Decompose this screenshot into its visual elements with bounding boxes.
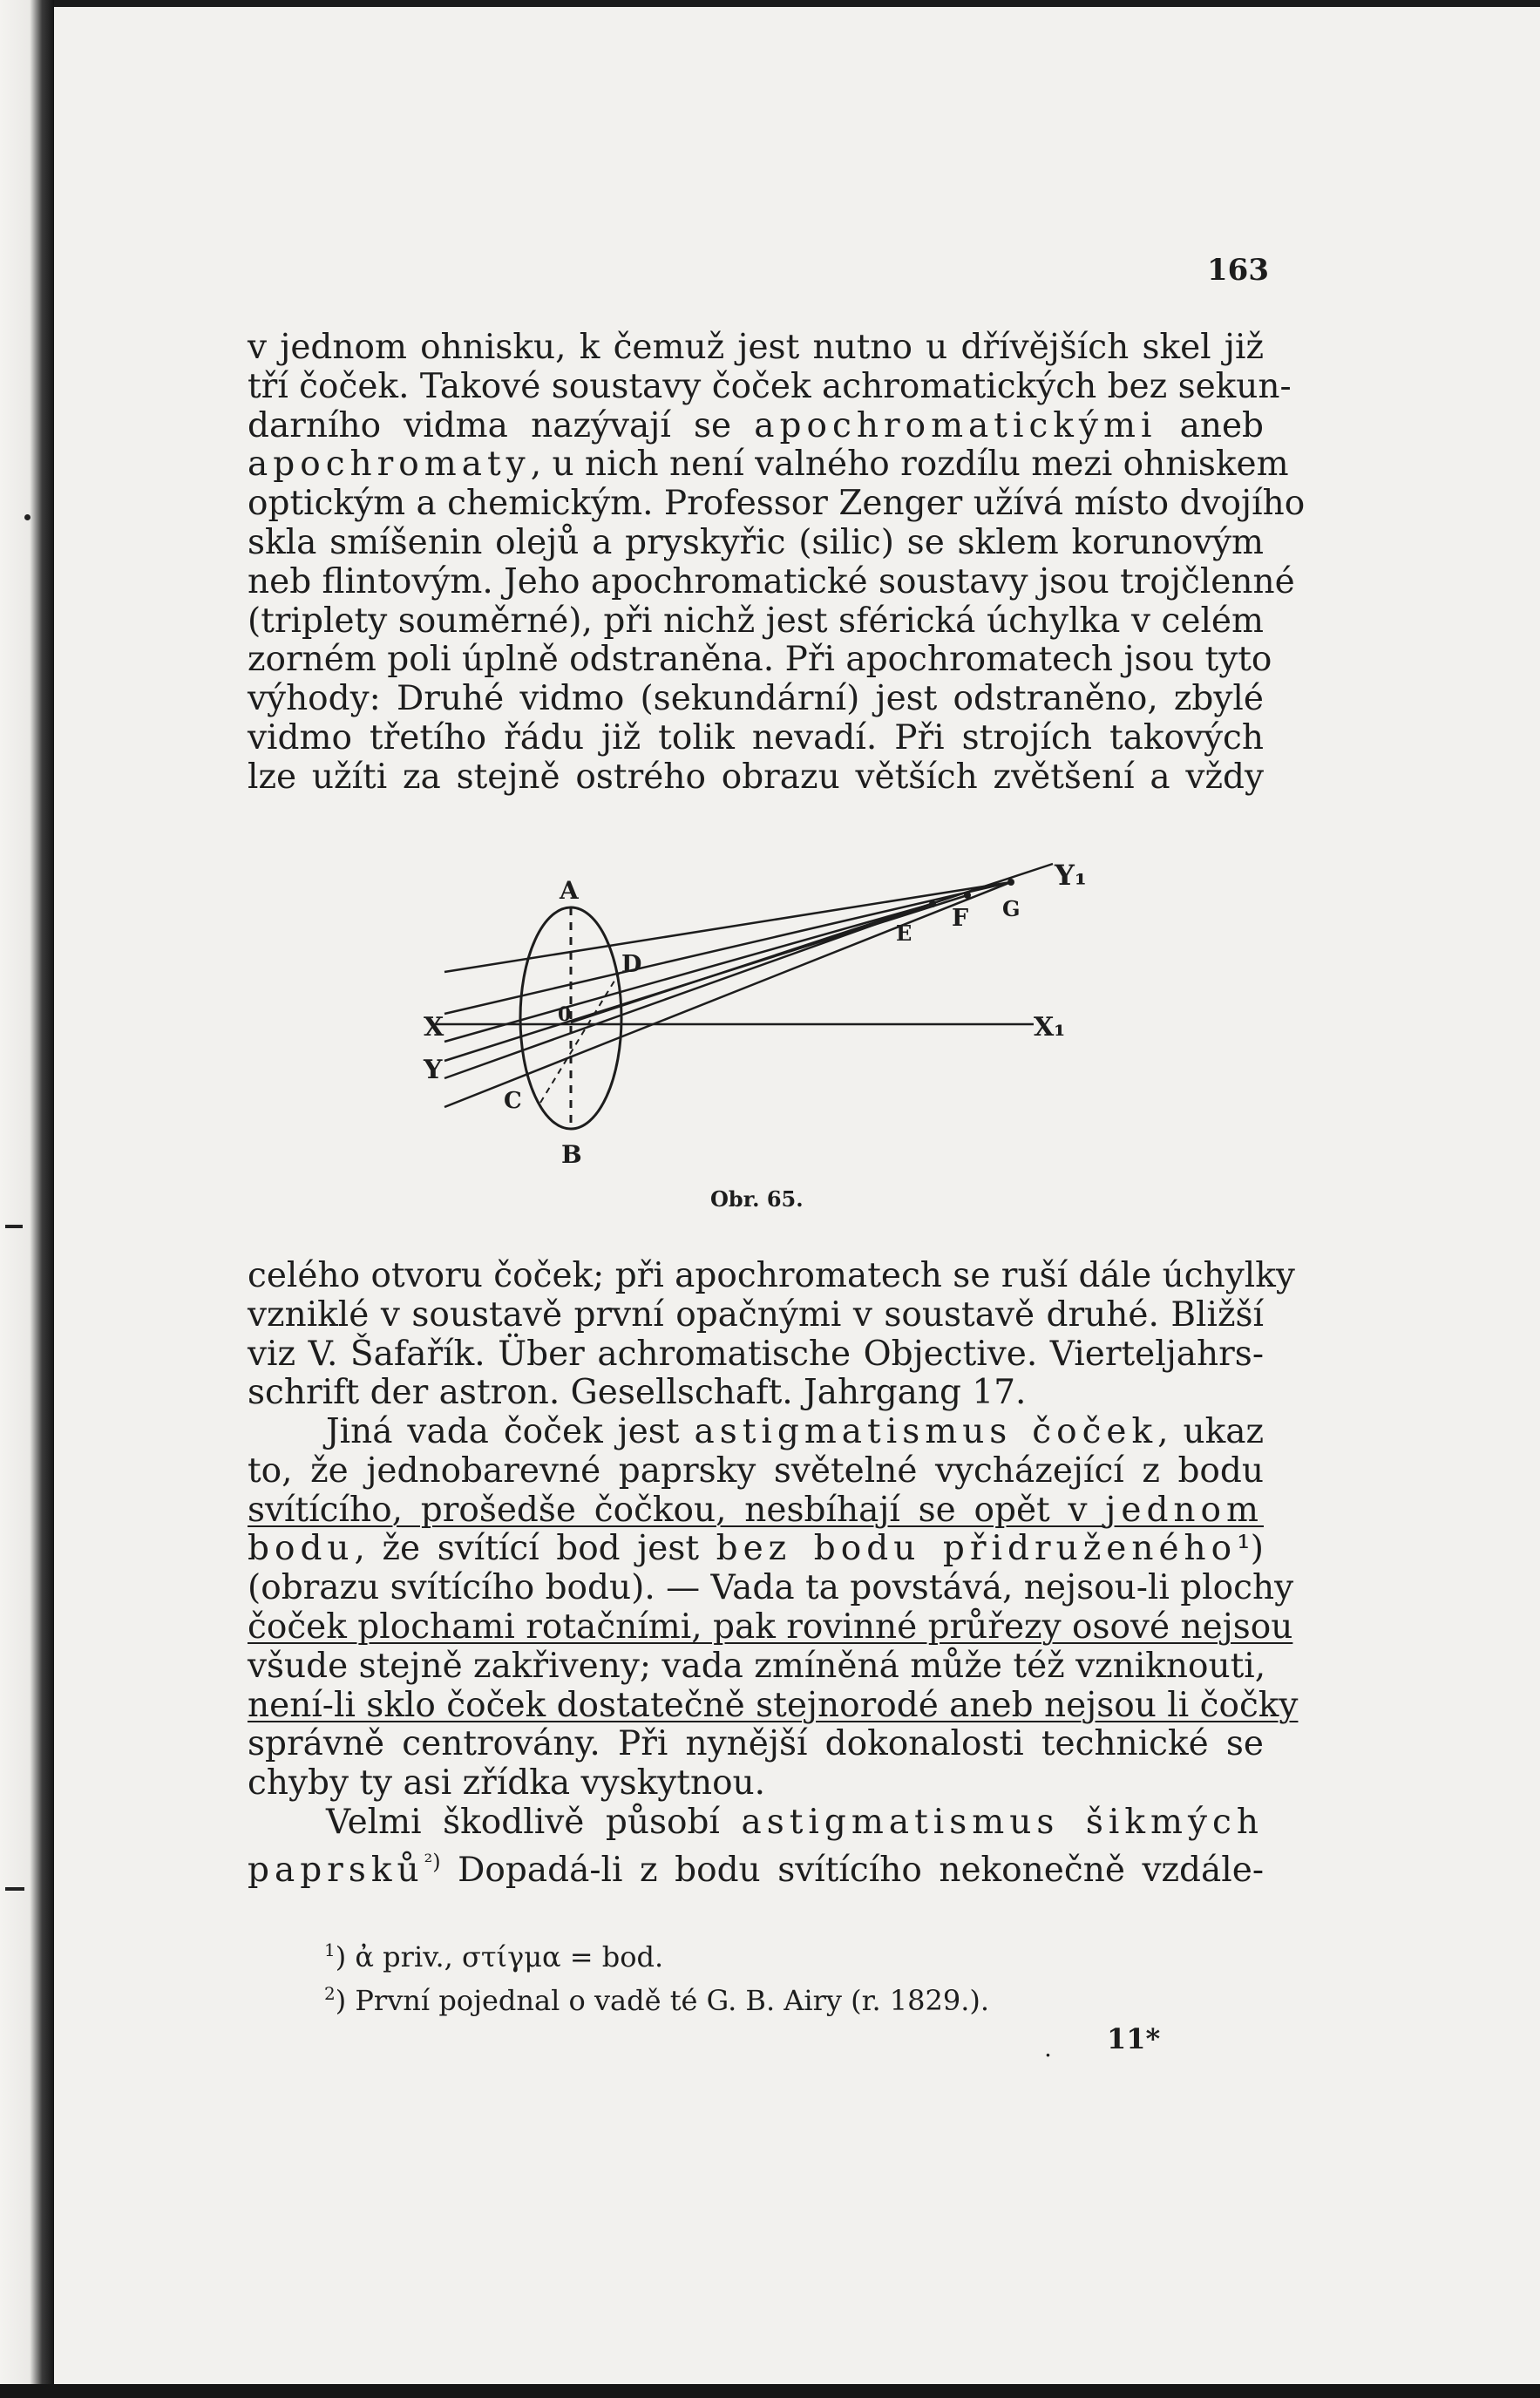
text-line: chyby ty asi zřídka vyskytnou. xyxy=(248,1763,766,1804)
footnote-ref: ²) xyxy=(424,1849,441,1874)
focal-point xyxy=(1007,879,1014,886)
lens-diagram xyxy=(410,859,1142,1207)
text-line: (triplety souměrné), při nichž jest sférická úchylka v celém xyxy=(248,601,1264,641)
text-line: tří čoček. Takové soustavy čoček achromatických bez sekun- xyxy=(248,366,1292,406)
figure-caption: Obr. 65. xyxy=(710,1186,804,1212)
text-line: v jednom ohnisku, k čemuž jest nutno u dřívějších skel již xyxy=(248,328,1264,367)
label-O: 0 xyxy=(558,1003,572,1026)
label-X: X xyxy=(424,1012,444,1043)
text-line: správně centrovány. Při nynější dokonalosti technické se xyxy=(248,1724,1264,1764)
label-C: C xyxy=(504,1088,522,1114)
label-B: B xyxy=(561,1140,582,1169)
footnote-ref: ¹) xyxy=(1237,1529,1264,1569)
label-X1: X₁ xyxy=(1034,1012,1066,1043)
text-line: vzniklé v soustavě první opačnými v soustavě druhé. Bližší xyxy=(248,1294,1264,1335)
label-Y1: Y₁ xyxy=(1055,859,1087,892)
ray xyxy=(444,882,1011,972)
text-line: lze užíti za stejně ostrého obrazu větších zvětšení a vždy xyxy=(248,757,1264,797)
focal-point xyxy=(929,900,936,907)
text-line: bodu, že svítící bod jest bez bodu přidruženého¹) xyxy=(248,1529,1264,1569)
text-line: neb flintovým. Jeho apochromatické soustavy jsou trojčlenné xyxy=(248,561,1295,601)
label-G: G xyxy=(1002,896,1021,921)
paragraph-2 xyxy=(248,1256,1295,1413)
spaced-term: paprsků xyxy=(248,1850,424,1890)
book-spine-shadow xyxy=(0,0,54,2398)
text-line: apochromaty, u nich není valného rozdílu mezi ohniskem xyxy=(248,445,1289,485)
spaced-term: astigmatismus šikmých xyxy=(741,1803,1265,1842)
text-line: celého otvoru čoček; při apochromatech se ruší dále úchylky xyxy=(248,1256,1295,1295)
spaced-term: jednom xyxy=(1105,1490,1264,1530)
focal-point xyxy=(964,892,971,899)
text-line: (obrazu svítícího bodu). — Vada ta povstává, nejsou-li plochy xyxy=(248,1568,1294,1608)
margin-mark xyxy=(5,1225,23,1228)
margin-mark xyxy=(5,1887,24,1891)
text-line: výhody: Druhé vidmo (sekundární) jest odstraněno, zbylé xyxy=(248,679,1264,719)
spaced-term: apochromatickými xyxy=(754,405,1157,445)
text-line: Jiná vada čoček jest astigmatismus čoček, ukaz xyxy=(326,1412,1264,1451)
text-line: optickým a chemickým. Professor Zenger užívá místo dvojího xyxy=(248,484,1306,524)
text-line: Velmi škodlivě působí astigmatismus šikmých xyxy=(326,1803,1265,1842)
text-line: všude stejně zakřiveny; vada zmíněná může též vzniknouti, xyxy=(248,1646,1266,1686)
text-line: není-li sklo čoček dostatečně stejnorodé aneb nejsou li čočky xyxy=(248,1685,1299,1725)
spaced-term: bodu xyxy=(248,1529,355,1569)
paragraph-1 xyxy=(248,328,1306,798)
spaced-term: apochromaty xyxy=(248,445,531,485)
text-line: viz V. Šafařík. Über achromatische Objective. Vierteljahrs- xyxy=(248,1334,1264,1374)
ray xyxy=(444,904,933,1042)
footnote-1: $^1$) ἀ priv., στίγμα = bod. xyxy=(324,1939,664,1973)
spaced-term: bez bodu přidruženého xyxy=(716,1529,1238,1569)
signature-mark: 11* xyxy=(1107,2022,1161,2055)
chief-ray-dashed xyxy=(540,974,619,1103)
text-line: paprsků$^{^2)}$ Dopadá-li z bodu svítícího nekonečně vzdále- xyxy=(248,1849,1264,1890)
label-Y: Y xyxy=(424,1055,443,1085)
text-line: schrift der astron. Gesellschaft. Jahrgang 17. xyxy=(248,1373,1027,1413)
ray xyxy=(444,904,933,1078)
footnote-2: $^2$) První pojednal o vadě té G. B. Airy (r. 1829.). xyxy=(324,1983,990,2017)
label-F: F xyxy=(952,905,969,932)
ray xyxy=(571,864,1053,1022)
text-line: skla smíšenin olejů a pryskyřic (silic) se sklem korunovým xyxy=(248,522,1264,562)
text-line: svítícího, prošedše čočkou, nesbíhají se opět v jednom xyxy=(248,1490,1264,1530)
text-line: to, že jednobarevné paprsky světelné vycházející z bodu xyxy=(248,1450,1264,1491)
footnotes xyxy=(324,1932,989,2019)
label-A: A xyxy=(560,876,579,905)
margin-mark xyxy=(24,514,31,520)
spaced-term: astigmatismus čoček xyxy=(694,1412,1158,1451)
scan-bottom-edge xyxy=(0,2384,1540,2398)
page-number: 163 xyxy=(1207,253,1269,288)
text-line: vidmo třetího řádu již tolik nevadí. Při strojích takových xyxy=(248,717,1264,757)
label-D: D xyxy=(621,951,642,978)
paragraph-3 xyxy=(248,1412,1299,1804)
text-line: čoček plochami rotačními, pak rovinné průřezy osové nejsou xyxy=(248,1607,1293,1647)
paragraph-4 xyxy=(248,1804,1264,1891)
stray-dot: . xyxy=(1044,2034,1052,2062)
text-line: darního vidma nazývají se apochromatickými aneb xyxy=(248,405,1264,445)
label-E: E xyxy=(896,920,912,946)
text-line: zorném poli úplně odstraněna. Při apochromatech jsou tyto xyxy=(248,640,1272,680)
